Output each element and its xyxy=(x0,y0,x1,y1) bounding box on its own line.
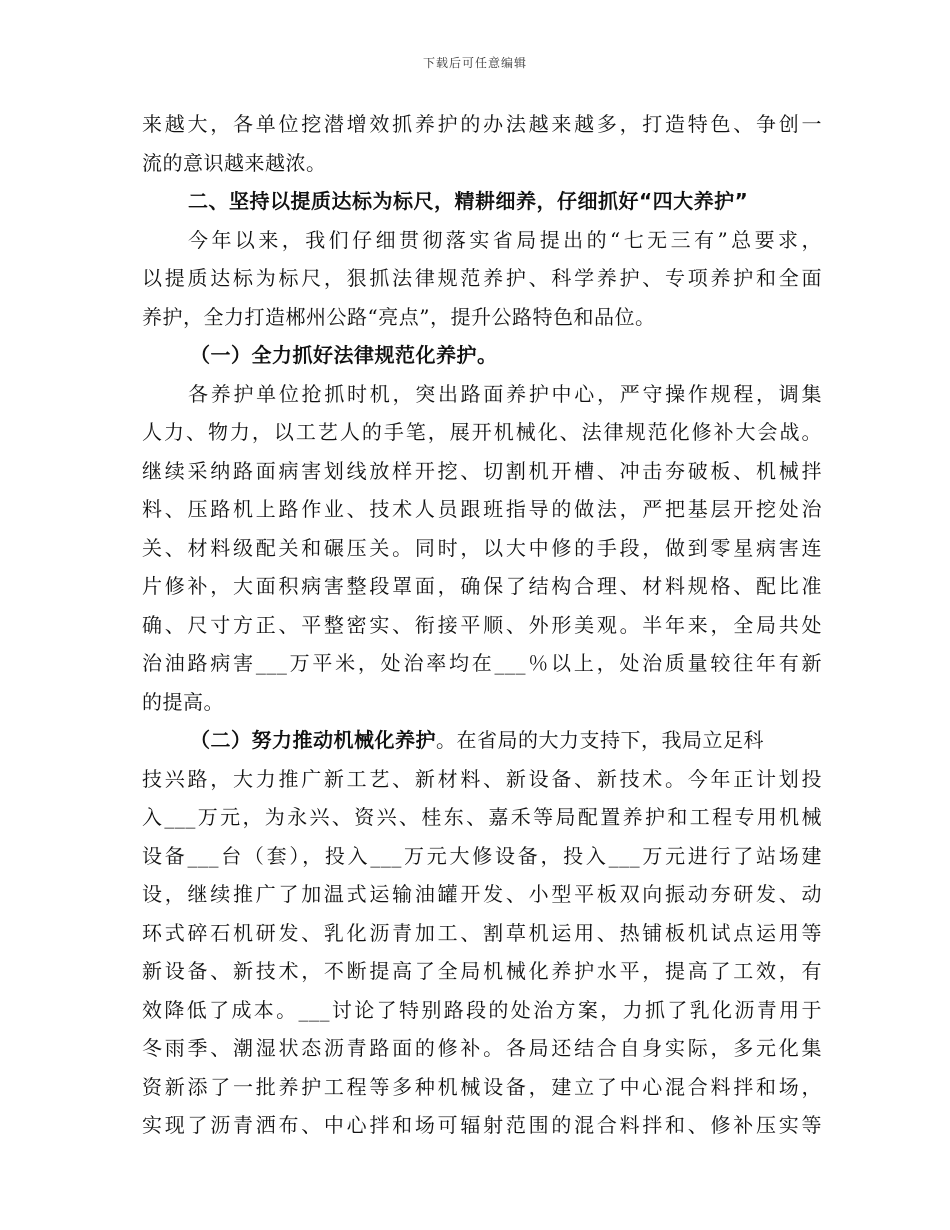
subsection-paragraph-line xyxy=(190,728,822,752)
body-line: 设备___台（套），投入___万元大修设备，投入___万元进行了站场建 xyxy=(142,844,822,868)
body-line: 实现了沥青洒布、中心拌和场可辐射范围的混合料拌和、修补压实等 xyxy=(142,1113,822,1137)
body-line: 入___万元，为永兴、资兴、桂东、嘉禾等局配置养护和工程专用机械 xyxy=(142,805,822,829)
body-line: 治油路病害___万平米，处治率均在___％以上，处治质量较往年有新 xyxy=(142,651,822,675)
body-line: 关、材料级配关和碾压关。同时，以大中修的手段，做到零星病害连 xyxy=(142,536,822,560)
body-line: 今年以来，我们仔细贯彻落实省局提出的“七无三有”总要求， xyxy=(188,228,822,252)
body-line: 确、尺寸方正、平整密实、衔接平顺、外形美观。半年来，全局共处 xyxy=(142,613,822,637)
body-line: 继续采纳路面病害划线放样开挖、切割机开槽、冲击夯破板、机械拌 xyxy=(142,459,822,483)
body-text: 。在省局的大力支持下，我局立足科 xyxy=(436,728,764,752)
body-line: 效降低了成本。___讨论了特别路段的处治方案，力抓了乳化沥青用于 xyxy=(142,998,822,1022)
body-line: 的提高。 xyxy=(142,690,224,714)
body-line: 冬雨季、潮湿状态沥青路面的修补。各局还结合自身实际，多元化集 xyxy=(142,1036,822,1060)
body-line: 各养护单位抢抓时机，突出路面养护中心，严守操作规程，调集 xyxy=(188,382,822,406)
body-line: 技兴路，大力推广新工艺、新材料、新设备、新技术。今年正计划投 xyxy=(142,767,822,791)
body-line: 设，继续推广了加温式运输油罐开发、小型平板双向振动夯研发、动 xyxy=(142,882,822,906)
body-line: 环式碎石机研发、乳化沥青加工、割草机运用、热铺板机试点运用等 xyxy=(142,921,822,945)
subsection-heading: （一）全力抓好法律规范化养护。 xyxy=(190,343,498,367)
subsection-heading: （二）努力推动机械化养护 xyxy=(190,728,436,752)
body-line: 流的意识越来越浓。 xyxy=(142,151,327,175)
body-line: 片修补，大面积病害整段罩面，确保了结构合理、材料规格、配比准 xyxy=(142,574,822,598)
body-line: 资新添了一批养护工程等多种机械设备，建立了中心混合料拌和场， xyxy=(142,1075,822,1099)
body-line: 以提质达标为标尺，狠抓法律规范养护、科学养护、专项养护和全面 xyxy=(142,266,822,290)
body-line: 新设备、新技术，不断提高了全局机械化养护水平，提高了工效，有 xyxy=(142,959,822,983)
body-line: 来越大，各单位挖潜增效抓养护的办法越来越多，打造特色、争创一 xyxy=(142,112,822,136)
section-heading: 二、坚持以提质达标为标尺，精耕细养，仔细抓好“四大养护” xyxy=(188,189,749,213)
page-header: 下载后可任意编辑 xyxy=(422,56,527,70)
body-line: 料、压路机上路作业、技术人员跟班指导的做法，严把基层开挖处治 xyxy=(142,497,822,521)
body-line: 养护，全力打造郴州公路“亮点”，提升公路特色和品位。 xyxy=(142,305,656,329)
body-line: 人力、物力，以工艺人的手笔，展开机械化、法律规范化修补大会战。 xyxy=(142,420,822,444)
